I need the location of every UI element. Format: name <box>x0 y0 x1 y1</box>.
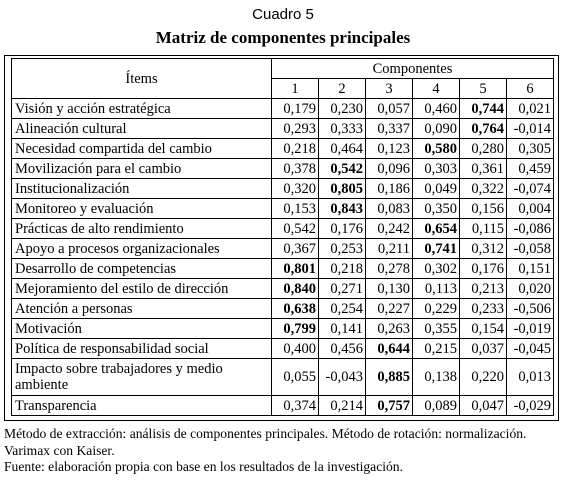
table-row <box>12 119 554 139</box>
loading-value: 0,049 <box>413 179 460 199</box>
table-row <box>12 339 554 359</box>
loading-value: 0,123 <box>366 139 413 159</box>
table-row <box>12 219 554 239</box>
loading-value: 0,211 <box>366 239 413 259</box>
loading-value: 0,843 <box>319 199 366 219</box>
item-label: Monitoreo y evaluación <box>12 199 272 219</box>
loading-value: 0,229 <box>413 299 460 319</box>
item-label: Movilización para el cambio <box>12 159 272 179</box>
loading-value: 0,242 <box>366 219 413 239</box>
loading-value: 0,350 <box>413 199 460 219</box>
loading-value: 0,320 <box>272 179 319 199</box>
loading-value: 0,090 <box>413 119 460 139</box>
loading-value: 0,542 <box>272 219 319 239</box>
loading-value: 0,263 <box>366 319 413 339</box>
loading-value: 0,361 <box>460 159 507 179</box>
loading-value: 0,218 <box>319 259 366 279</box>
loading-value: 0,220 <box>460 359 507 396</box>
components-header: Componentes <box>272 59 554 79</box>
item-label: Transparencia <box>12 396 272 416</box>
items-header: Ítems <box>12 59 272 99</box>
loading-value: 0,799 <box>272 319 319 339</box>
item-label: Visión y acción estratégica <box>12 99 272 119</box>
loading-value: 0,047 <box>460 396 507 416</box>
table-row <box>12 279 554 299</box>
loading-value: -0,029 <box>507 396 554 416</box>
component-number-header: 1 <box>272 79 319 99</box>
loading-value: 0,757 <box>366 396 413 416</box>
loading-value: 0,580 <box>413 139 460 159</box>
table-title: Matriz de componentes principales <box>155 28 411 47</box>
item-label: Política de responsabilidad social <box>12 339 272 359</box>
loading-value: 0,337 <box>366 119 413 139</box>
loading-value: 0,153 <box>272 199 319 219</box>
loading-value: -0,074 <box>507 179 554 199</box>
item-label: Alineación cultural <box>12 119 272 139</box>
loading-value: 0,057 <box>366 99 413 119</box>
loading-value: 0,459 <box>507 159 554 179</box>
loading-value: 0,115 <box>460 219 507 239</box>
loading-value: 0,801 <box>272 259 319 279</box>
table-row <box>12 239 554 259</box>
component-number-header: 2 <box>319 79 366 99</box>
loading-value: -0,045 <box>507 339 554 359</box>
table-row <box>12 359 554 396</box>
loading-value: -0,506 <box>507 299 554 319</box>
loading-value: 0,460 <box>413 99 460 119</box>
loading-value: 0,644 <box>366 339 413 359</box>
extraction-method-note: Método de extracción: análisis de componentes principales. Método de rotación: normalización. <box>4 426 527 441</box>
loading-value: 0,230 <box>319 99 366 119</box>
loading-value: 0,312 <box>460 239 507 259</box>
loading-value: 0,303 <box>413 159 460 179</box>
loading-value: -0,019 <box>507 319 554 339</box>
loading-value: 0,179 <box>272 99 319 119</box>
loading-value: 0,218 <box>272 139 319 159</box>
loading-value: 0,374 <box>272 396 319 416</box>
loading-value: 0,176 <box>319 219 366 239</box>
loading-value: 0,096 <box>366 159 413 179</box>
loading-value: 0,186 <box>366 179 413 199</box>
table-caption-label: Cuadro 5 <box>252 6 314 23</box>
component-number-header: 5 <box>460 79 507 99</box>
loading-value: 0,378 <box>272 159 319 179</box>
table-row <box>12 396 554 416</box>
loading-value: 0,004 <box>507 199 554 219</box>
loading-value: 0,654 <box>413 219 460 239</box>
item-label: Mejoramiento del estilo de dirección <box>12 279 272 299</box>
loading-value: 0,227 <box>366 299 413 319</box>
table-row <box>12 139 554 159</box>
loading-value: 0,176 <box>460 259 507 279</box>
component-number-header: 4 <box>413 79 460 99</box>
loading-value: 0,400 <box>272 339 319 359</box>
loading-value: 0,741 <box>413 239 460 259</box>
loading-value: 0,154 <box>460 319 507 339</box>
loading-value: 0,138 <box>413 359 460 396</box>
loading-value: 0,020 <box>507 279 554 299</box>
table-row <box>12 319 554 339</box>
loading-value: 0,254 <box>319 299 366 319</box>
item-label: Necesidad compartida del cambio <box>12 139 272 159</box>
loading-value: 0,151 <box>507 259 554 279</box>
item-label: Apoyo a procesos organizacionales <box>12 239 272 259</box>
loading-value: 0,130 <box>366 279 413 299</box>
loading-value: -0,043 <box>319 359 366 396</box>
loading-value: 0,083 <box>366 199 413 219</box>
loading-value: 0,156 <box>460 199 507 219</box>
loading-value: 0,302 <box>413 259 460 279</box>
loading-value: 0,271 <box>319 279 366 299</box>
item-label: Prácticas de alto rendimiento <box>12 219 272 239</box>
loading-value: 0,214 <box>319 396 366 416</box>
loading-value: 0,355 <box>413 319 460 339</box>
loading-value: 0,464 <box>319 139 366 159</box>
loading-value: 0,213 <box>460 279 507 299</box>
table-row <box>12 259 554 279</box>
table-row <box>12 179 554 199</box>
loading-value: 0,141 <box>319 319 366 339</box>
rotation-method-note: Varimax con Kaiser. <box>4 442 115 458</box>
component-number-header: 6 <box>507 79 554 99</box>
loading-value: 0,278 <box>366 259 413 279</box>
loading-value: 0,367 <box>272 239 319 259</box>
item-label: Desarrollo de competencias <box>12 259 272 279</box>
loading-value: 0,805 <box>319 179 366 199</box>
loading-value: 0,293 <box>272 119 319 139</box>
item-label: Atención a personas <box>12 299 272 319</box>
loading-value: 0,215 <box>413 339 460 359</box>
loading-value: 0,305 <box>507 139 554 159</box>
loading-value: 0,885 <box>366 359 413 396</box>
loading-value: 0,113 <box>413 279 460 299</box>
table-row <box>12 99 554 119</box>
source-note: Fuente: elaboración propia con base en los resultados de la investigación. <box>4 459 404 474</box>
loading-value: 0,333 <box>319 119 366 139</box>
loading-value: 0,253 <box>319 239 366 259</box>
loading-value: 0,744 <box>460 99 507 119</box>
loading-value: 0,089 <box>413 396 460 416</box>
loading-value: 0,021 <box>507 99 554 119</box>
loading-value: 0,542 <box>319 159 366 179</box>
loading-value: 0,322 <box>460 179 507 199</box>
item-label: Motivación <box>12 319 272 339</box>
item-label: Impacto sobre trabajadores y medio ambiente <box>12 359 272 396</box>
loading-value: 0,037 <box>460 339 507 359</box>
component-number-header: 3 <box>366 79 413 99</box>
loading-value: 0,638 <box>272 299 319 319</box>
table-notes <box>4 426 564 476</box>
loading-value: -0,086 <box>507 219 554 239</box>
loading-value: 0,764 <box>460 119 507 139</box>
table-row <box>12 159 554 179</box>
table-frame <box>4 55 559 421</box>
loading-value: -0,014 <box>507 119 554 139</box>
loading-value: 0,840 <box>272 279 319 299</box>
item-label: Institucionalización <box>12 179 272 199</box>
table-row <box>12 199 554 219</box>
loading-value: 0,055 <box>272 359 319 396</box>
components-matrix-table <box>11 58 554 416</box>
loading-value: 0,013 <box>507 359 554 396</box>
loading-value: 0,456 <box>319 339 366 359</box>
table-body <box>12 99 554 416</box>
loading-value: -0,058 <box>507 239 554 259</box>
loading-value: 0,280 <box>460 139 507 159</box>
loading-value: 0,233 <box>460 299 507 319</box>
table-row <box>12 299 554 319</box>
